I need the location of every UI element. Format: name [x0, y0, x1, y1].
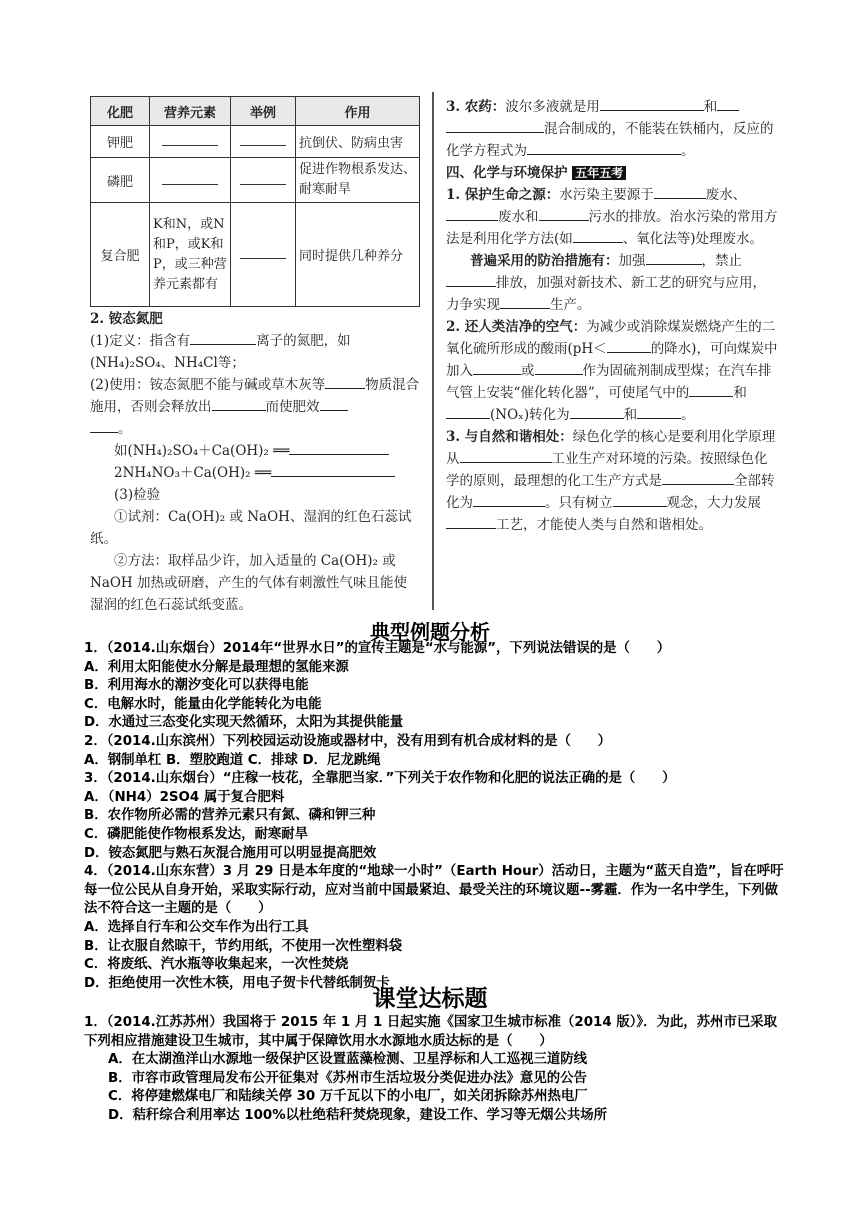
blank — [190, 330, 256, 345]
text: 作为固硫剂制成型煤；在汽车排气管上安装“催化转化器”，可使尾气中的 — [446, 363, 772, 401]
text: 污水的排放。治水污染的常用方法是利用化学方法(如 — [446, 209, 778, 247]
blank — [717, 96, 739, 111]
fertilizer-name: 磷肥 — [91, 158, 150, 203]
fertilizer-element: K和N，或N和P，或K和P，或三种营养元素都有 — [150, 203, 231, 307]
water-paragraph — [446, 184, 778, 250]
column-divider — [432, 92, 434, 610]
text: (1)定义：指含有 — [90, 333, 191, 349]
blank — [527, 140, 681, 155]
blank — [607, 338, 651, 353]
text: 加强 — [618, 253, 646, 269]
table-header: 举例 — [231, 97, 296, 126]
text: 混合制成的，不能装在铁桶内，反应的化学方程式为 — [446, 121, 774, 159]
text: ，禁止 — [701, 253, 742, 269]
question-option: B．利用海水的潮汐变化可以获得电能 — [84, 678, 309, 694]
section-title: 典型例题分析 — [370, 620, 490, 644]
fertilizer-table — [90, 96, 420, 307]
example-questions — [84, 640, 784, 993]
table-row — [91, 126, 420, 158]
question-stem: 3．（2014.山东烟台）“庄稼一枝花，全靠肥当家．”下列关于农作物和化肥的说法正确的是（ ） — [84, 771, 676, 787]
text: 或 — [521, 363, 535, 379]
question — [84, 640, 784, 733]
text: 工业生产对环境的污染。按照绿色化学的原则，最理想的化工生产方式是 — [446, 451, 768, 489]
ammonium-fertilizer-section — [90, 308, 420, 616]
blank — [662, 470, 734, 485]
usage: (2)使用：铵态氮肥不能与碱或草木灰等 物质混合施用，否则会释放出 而使肥效 。 — [90, 374, 420, 440]
text: 排放，加强对新技术、新工艺的研究与应用，力争实现 — [446, 275, 766, 313]
table-header: 化肥 — [91, 97, 150, 126]
text: 如(NH₄)₂SO₄＋Ca(OH)₂ ══ — [114, 443, 290, 459]
text: 物质混合施用，否则会释放出 — [90, 377, 420, 415]
text: 3. 农药： — [446, 99, 506, 115]
question-option: C．电解水时，能量由化学能转化为电能 — [84, 696, 322, 712]
question-option: C．将废纸、汽水瓶等收集起来，一次性焚烧 — [84, 957, 349, 973]
blank — [535, 360, 583, 375]
text: 为减少或消除煤炭燃烧产生的二氧化硫所形成的酸雨(pH＜ — [446, 319, 776, 357]
text: 普遍采用的防治措施有： — [470, 253, 619, 269]
blank — [473, 360, 521, 375]
question-option: A．选择自行车和公交车作为出行工具 — [84, 919, 309, 935]
exam-tag: 五年五考 — [572, 166, 626, 180]
text: 废水和 — [498, 209, 539, 225]
blank — [600, 96, 704, 111]
question-option: D．水通过三态变化实现天然循环，太阳为其提供能量 — [84, 715, 404, 731]
table-row — [91, 203, 420, 307]
text: 、氧化法等)处理废水。 — [622, 231, 764, 247]
table-header: 作用 — [296, 97, 420, 126]
text: 的降水)，可向煤炭中加入 — [446, 341, 778, 379]
blank — [271, 462, 395, 477]
text: 2NH₄NO₃＋Ca(OH)₂ ══ — [114, 465, 272, 481]
question-option: D．秸秆综合利用率达 100%以杜绝秸秆焚烧现象，建设工作、学习等无烟公共场所 — [108, 1107, 608, 1123]
green-chemistry-paragraph — [446, 426, 778, 536]
question-option: B．农作物所必需的营养元素只有氮、磷和钾三种 — [84, 808, 376, 824]
measures-paragraph — [446, 250, 778, 316]
blank — [446, 272, 496, 287]
question-option: A．钢制单杠 B．塑胶跑道 C．排球 D．尼龙跳绳 — [84, 752, 381, 768]
example-blank — [231, 126, 296, 158]
question-option: D．拒绝使用一次性木筷，用电子贺卡代替纸制贺卡 — [84, 975, 390, 991]
environment-section — [446, 96, 778, 536]
blank — [613, 492, 667, 507]
blank — [500, 294, 550, 309]
question-option: B．让衣服自然晾干，节约用纸，不使用一次性塑料袋 — [84, 938, 403, 954]
question-option: D．铵态氮肥与熟石灰混合施用可以明显提高肥效 — [84, 845, 377, 861]
check-reagent: ①试剂：Ca(OH)₂ 或 NaOH、湿润的红色石蕊试纸。 — [90, 509, 412, 547]
blank — [460, 448, 552, 463]
question-stem: 4．（2014.山东东营）3 月 29 日是本年度的“地球一小时”（Earth Hour）活动日，主题为“蓝天自造”，旨在呼吁每一位公民从自身开始，采取实际行动，应对当前中国最紧迫、最受关注的环境议题--雾霾．作为一名中学生，下列做法不符合这一主题的是（ ） — [84, 864, 784, 917]
fertilizer-function: 促进作物根系发达、耐寒耐旱 — [296, 158, 420, 203]
table-row — [91, 158, 420, 203]
definition — [90, 330, 420, 374]
fertilizer-function: 同时提供几种养分 — [296, 203, 420, 307]
blank — [689, 382, 733, 397]
element-blank — [150, 126, 231, 158]
blank — [539, 206, 589, 221]
blank — [446, 206, 498, 221]
text: 而使肥效 — [265, 399, 320, 415]
question-option: C．将停建燃煤电厂和陆续关停 30 万千瓦以下的小电厂，如关闭拆除苏州热电厂 — [108, 1089, 588, 1105]
text: 生产。 — [550, 297, 591, 313]
text: 绿色化学的核心是要利用化学原理从 — [446, 429, 776, 467]
blank — [646, 250, 702, 265]
fertilizer-name: 钾肥 — [91, 126, 150, 158]
air-paragraph: 2. 还人类洁净的空气：为减少或消除煤炭燃烧产生的二氧化硫所形成的酸雨(pH＜ 的降水)，可向煤炭中加入 或 作为固硫剂制成型煤；在汽车排气管上安装“催化转化器”，可使尾气中的 和(NOₓ)转化为 和 。 — [446, 319, 778, 423]
fertilizer-function: 抗倒伏、防病虫害 — [296, 126, 420, 158]
text: (NOₓ)转化为 — [490, 407, 570, 423]
pesticide-paragraph: 3. 农药：波尔多液就是用 和 混合制成的，不能装在铁桶内，反应的化学方程式为 。 — [446, 96, 778, 162]
text: 废水、 — [705, 187, 747, 203]
text: 观念，大力发展 — [666, 495, 761, 511]
question-option: C．磷肥能使作物根系发达，耐寒耐旱 — [84, 826, 309, 842]
section-heading — [446, 162, 778, 184]
blank — [570, 404, 624, 419]
blank — [573, 228, 623, 243]
section-title: 课堂达标题 — [372, 985, 488, 1012]
question-stem: 1．（2014.山东烟台）2014年“世界水日”的宣传主题是“水与能源”，下列说法错误的是（ ） — [84, 641, 671, 656]
text: 和 — [703, 99, 718, 115]
question — [84, 863, 784, 993]
text: 水污染主要源于 — [559, 187, 654, 203]
question-option: A．利用太阳能使水分解是最理想的氢能来源 — [84, 659, 349, 675]
question-stem: 2．（2014.山东滨州）下列校园运动设施或器材中，没有用到有机合成材料的是（ ） — [84, 733, 612, 749]
text: 和 — [623, 407, 638, 423]
check-method: ②方法：取样品少许，加入适量的 Ca(OH)₂ 或 NaOH 加热或研磨，产生的气体有刺激性气味且能使湿润的红色石蕊试纸变蓝。 — [90, 553, 407, 613]
equation — [90, 462, 420, 484]
blank — [446, 404, 490, 419]
question-stem: 1．（2014.江苏苏州）我国将于 2015 年 1 月 1 日起实施《国家卫生城市标准（2014 版）》．为此，苏州市已采取下列相应措施建设卫生城市，其中属于保障饮用水水源地水质达标的是（ ） — [84, 1015, 778, 1049]
check-heading: (3)检验 — [114, 487, 161, 503]
question — [84, 770, 784, 863]
section-heading: 2. 铵态氮肥 — [90, 311, 163, 327]
text: (2)使用：铵态氮肥不能与碱或草木灰等 — [90, 377, 326, 393]
blank — [320, 396, 348, 411]
blank — [446, 514, 496, 529]
text: 和 — [733, 385, 747, 401]
text: 1. 保护生命之源： — [446, 187, 560, 203]
question-option: A．（NH4）2SO4 属于复合肥料 — [84, 789, 285, 805]
text: 波尔多液就是用 — [505, 99, 600, 115]
question-option: A．在太湖渔洋山水源地一级保护区设置蓝藻检测、卫星浮标和人工巡视三道防线 — [108, 1052, 588, 1068]
blank — [473, 492, 545, 507]
blank — [289, 440, 389, 455]
fertilizer-name: 复合肥 — [91, 203, 150, 307]
blank — [325, 374, 365, 389]
blank — [90, 418, 118, 433]
element-blank — [150, 158, 231, 203]
text: 全部转化为 — [446, 473, 775, 511]
text: 2. 还人类洁净的空气： — [446, 319, 587, 335]
blank — [446, 118, 544, 133]
table-header: 营养元素 — [150, 97, 231, 126]
text: 3. 与自然和谐相处： — [446, 429, 573, 445]
example-blank — [231, 203, 296, 307]
equation — [90, 440, 420, 462]
text: 四、化学与环境保护 — [446, 165, 568, 181]
table-header-row — [91, 97, 420, 126]
example-blank — [231, 158, 296, 203]
text: 离子的氮肥，如(NH₄)₂SO₄、NH₄Cl等； — [90, 333, 351, 371]
question-option: B．市容市政管理局发布公开征集对《苏州市生活垃圾分类促进办法》意见的公告 — [108, 1070, 587, 1086]
text: 。只有树立 — [545, 495, 613, 511]
text: 工艺，才能使人类与自然和谐相处。 — [496, 517, 712, 533]
question — [84, 733, 784, 770]
blank — [212, 396, 266, 411]
blank — [654, 184, 706, 199]
blank — [637, 404, 681, 419]
exercise — [84, 1014, 784, 1126]
